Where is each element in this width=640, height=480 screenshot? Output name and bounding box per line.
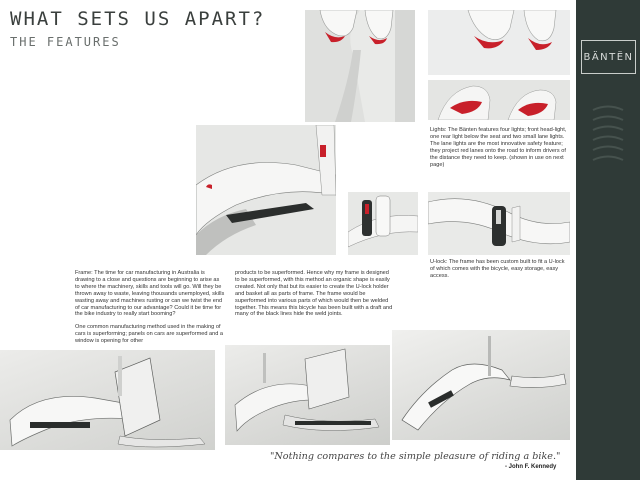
page-title: WHAT SETS US APART? (10, 8, 266, 30)
quote-text: "Nothing compares to the simple pleasure of riding a bike." (270, 451, 561, 462)
bike-render-left (0, 350, 215, 450)
lane-lights-photo (428, 10, 570, 75)
decorative-pattern-icon (591, 105, 625, 175)
bike-render-right (392, 330, 570, 440)
frame-seat-photo (196, 125, 336, 255)
lights-caption: Lights: The Bänten features four lights; front head-light, one rear light below the seat and two small lane lights. The lane lights are the most innovative safety feature; they project red lanes onto the road to inform drivers of the distance they need to keep. (shown in use on next page) (430, 127, 567, 168)
brand-logo: BÄNTËN (581, 40, 636, 74)
rear-light-photo (428, 80, 570, 120)
frame-text-paragraph: One common manufacturing method used in the making of cars is superforming; panels on cars are superformed and a window is opening for other (75, 324, 223, 345)
page-subtitle: THE FEATURES (10, 35, 121, 49)
quote-author: - John F. Kennedy (505, 464, 557, 470)
ulock-large-photo (428, 192, 570, 255)
bike-render-center (225, 345, 390, 445)
frame-text-paragraph: Frame: The time for car manufacturing in Australia is drawing to a close and questions are beginning to arise as to where the machinery, skills and tools will go. Will they be thrown away to waste, leaving thousands unemployed, skills wasting away and machines rusting or can we twist the end of car manufacturing to our advantage? Could it be time for the bike industry to really start booming? (75, 270, 225, 318)
headlight-photo (305, 10, 415, 122)
frame-text-col2: products to be superformed. Hence why my frame is designed to be superformed, with this method an organic shape is easily created. Not only that but its easier to create the U-lock holder and basket all as parts of frame. The frame would be superformed into various parts of which would then be welded together. This means this bicycle has been built with a draft and many of the black lines hide the weld joints. (235, 270, 393, 318)
ulock-caption: U-lock: The frame has been custom built to fit a U-lock of which comes with the bicycle, easy storage, easy access. (430, 259, 565, 279)
ulock-small-photo (348, 192, 418, 255)
frame-text-col1 (75, 270, 225, 345)
